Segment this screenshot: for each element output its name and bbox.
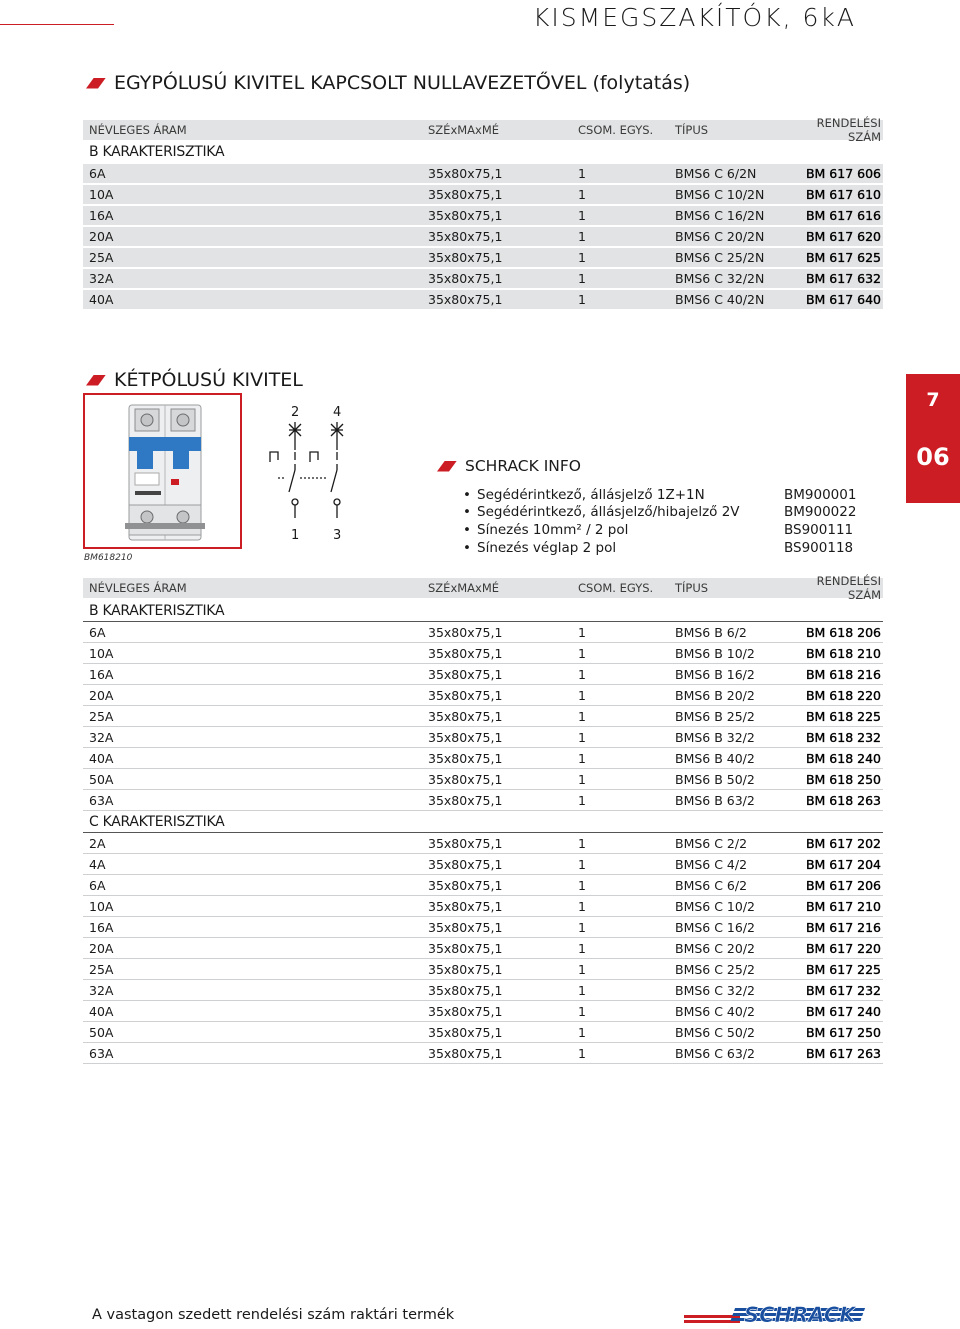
group-heading-text: B KARAKTERISZTIKA	[89, 602, 225, 619]
table-row	[83, 269, 883, 290]
table-row	[83, 896, 883, 917]
table-cell: 1	[578, 835, 586, 851]
info-item-code: BS900111	[784, 521, 854, 538]
table-cell: 25A	[89, 250, 114, 265]
table-row	[83, 664, 883, 685]
table-row	[83, 706, 883, 727]
column-header: NÉVLEGES ÁRAM	[89, 123, 187, 137]
table-cell: BM 617 204	[805, 856, 881, 872]
info-item-label: Sínezés véglap 2 pol	[477, 539, 617, 556]
table-cell: BMS6 C 4/2	[675, 856, 748, 872]
table-cell: BM 618 250	[805, 771, 881, 787]
red-bullet-icon	[86, 78, 106, 89]
table-cell: BM 618 232	[805, 729, 881, 745]
table-cell: 40A	[89, 1003, 114, 1019]
schrack-logo	[684, 1300, 869, 1326]
info-item-label: Segédérintkező, állásjelző 1Z+1N	[477, 486, 705, 503]
info-item-label: Sínezés 10mm² / 2 pol	[477, 521, 629, 538]
table-cell: 1	[578, 229, 586, 244]
table-cell: 1	[578, 187, 586, 202]
column-header: NÉVLEGES ÁRAM	[89, 581, 187, 595]
table-cell: BM 618 225	[805, 708, 881, 724]
table-cell: 40A	[89, 292, 114, 307]
table-row	[83, 185, 883, 206]
table-cell: 10A	[89, 645, 114, 661]
table-cell: BMS6 C 20/2	[675, 940, 755, 956]
table-cell: 1	[578, 1003, 586, 1019]
table-cell: 1	[578, 961, 586, 977]
table-row	[83, 769, 883, 790]
info-item-code: BM900022	[784, 504, 857, 521]
table-cell: BMS6 B 16/2	[675, 666, 755, 682]
bullet-dot-icon: •	[463, 521, 471, 538]
product-photo	[83, 393, 242, 549]
table-cell: 35x80x75,1	[428, 729, 503, 745]
table-cell: 1	[578, 166, 586, 181]
schrack-info-list	[463, 486, 863, 556]
section2-table	[83, 574, 883, 1064]
table-cell: BM 617 606	[805, 166, 881, 181]
wiring-schematic	[262, 400, 372, 550]
table-cell: 35x80x75,1	[428, 208, 503, 223]
section1-heading-text: EGYPÓLUSÚ KIVITEL KAPCSOLT NULLAVEZETŐVEL (folytatás)	[114, 72, 691, 94]
table-cell: 25A	[89, 708, 114, 724]
table-cell: BMS6 C 32/2N	[675, 271, 765, 286]
column-header: RENDELÉSI SZÁM	[816, 116, 881, 144]
column-header: SZÉxMAxMÉ	[428, 581, 500, 595]
table-cell: 1	[578, 856, 586, 872]
table-cell: BMS6 C 10/2N	[675, 187, 765, 202]
column-header: RENDELÉSI SZÁM	[816, 574, 881, 602]
table-cell: BMS6 C 6/2N	[675, 166, 757, 181]
table-cell: BMS6 B 20/2	[675, 687, 755, 703]
table-row	[83, 1022, 883, 1043]
schematic-terminal-4: 4	[333, 405, 342, 420]
table-cell: BM 617 250	[805, 1024, 881, 1040]
table-cell: BM 618 263	[805, 792, 881, 808]
table-row	[83, 875, 883, 896]
table-cell: BM 617 240	[805, 1003, 881, 1019]
table-cell: 6A	[89, 624, 106, 640]
table-cell: 50A	[89, 1024, 114, 1040]
table-cell: 1	[578, 919, 586, 935]
table-cell: 35x80x75,1	[428, 166, 503, 181]
group-heading-text: C KARAKTERISZTIKA	[89, 813, 225, 830]
table-cell: BMS6 B 25/2	[675, 708, 755, 724]
table-cell: BMS6 C 40/2	[675, 1003, 755, 1019]
table-cell: 35x80x75,1	[428, 750, 503, 766]
table-cell: 1	[578, 792, 586, 808]
table-cell: 63A	[89, 792, 114, 808]
table-cell: 1	[578, 624, 586, 640]
table-cell: 35x80x75,1	[428, 1024, 503, 1040]
table-cell: BMS6 C 25/2	[675, 961, 755, 977]
table-cell: 16A	[89, 208, 114, 223]
table-cell: BM 617 202	[805, 835, 881, 851]
table-cell: 35x80x75,1	[428, 271, 503, 286]
info-item	[463, 504, 863, 522]
table-row	[83, 727, 883, 748]
table-cell: 1	[578, 729, 586, 745]
table-cell: BMS6 C 40/2N	[675, 292, 765, 307]
info-item-code: BS900118	[784, 539, 854, 556]
column-header: CSOM. EGYS.	[578, 123, 654, 137]
info-item	[463, 486, 863, 504]
table-cell: 2A	[89, 835, 106, 851]
breaker-illustration	[85, 395, 240, 547]
section1-table	[83, 116, 883, 311]
table-cell: 35x80x75,1	[428, 856, 503, 872]
table-cell: 35x80x75,1	[428, 982, 503, 998]
table-cell: BMS6 B 40/2	[675, 750, 755, 766]
table-cell: 16A	[89, 919, 114, 935]
table-cell: 32A	[89, 982, 114, 998]
section1-heading	[86, 72, 690, 94]
table-cell: 1	[578, 271, 586, 286]
table-cell: BMS6 B 10/2	[675, 645, 755, 661]
schrack-info-heading-text: SCHRACK INFO	[465, 457, 581, 475]
table-cell: 1	[578, 292, 586, 307]
schematic-terminal-1: 1	[291, 528, 300, 543]
red-bullet-icon	[437, 461, 457, 472]
table-cell: 10A	[89, 898, 114, 914]
table-cell: 35x80x75,1	[428, 1045, 503, 1061]
table-cell: 35x80x75,1	[428, 877, 503, 893]
table-cell: 1	[578, 666, 586, 682]
table-cell: BMS6 B 6/2	[675, 624, 747, 640]
table-cell: 35x80x75,1	[428, 624, 503, 640]
table-header	[83, 574, 883, 602]
table-cell: 1	[578, 708, 586, 724]
table-cell: BM 617 225	[805, 961, 881, 977]
table-cell: 1	[578, 982, 586, 998]
table-cell: 1	[578, 771, 586, 787]
table-cell: 1	[578, 1045, 586, 1061]
table-cell: 1	[578, 687, 586, 703]
table-cell: BMS6 C 10/2	[675, 898, 755, 914]
table-row	[83, 643, 883, 664]
column-header: TÍPUS	[675, 581, 709, 595]
table-cell: BMS6 C 63/2	[675, 1045, 755, 1061]
table-cell: 10A	[89, 187, 114, 202]
bullet-dot-icon: •	[463, 504, 471, 521]
column-header: CSOM. EGYS.	[578, 581, 654, 595]
table-cell: 50A	[89, 771, 114, 787]
table-cell: 35x80x75,1	[428, 250, 503, 265]
table-cell: BMS6 B 32/2	[675, 729, 755, 745]
table-cell: 32A	[89, 271, 114, 286]
table-cell: BMS6 C 32/2	[675, 982, 755, 998]
table-row	[83, 206, 883, 227]
table-row	[83, 1001, 883, 1022]
table-cell: 35x80x75,1	[428, 771, 503, 787]
logo-text: SCHRACK	[744, 1303, 856, 1326]
table-cell: 1	[578, 250, 586, 265]
table-cell: BM 617 640	[805, 292, 881, 307]
info-item	[463, 521, 863, 539]
table-cell: 35x80x75,1	[428, 940, 503, 956]
table-row	[83, 685, 883, 706]
schrack-info-heading	[437, 457, 581, 475]
table-cell: 63A	[89, 1045, 114, 1061]
table-cell: 6A	[89, 877, 106, 893]
group-heading-text: B KARAKTERISZTIKA	[89, 144, 225, 160]
table-cell: 6A	[89, 166, 106, 181]
table-cell: BM 618 210	[805, 645, 881, 661]
table-cell: BM 617 610	[805, 187, 881, 202]
table-cell: 1	[578, 877, 586, 893]
table-header	[83, 116, 883, 144]
table-cell: BM 617 263	[805, 1045, 881, 1061]
table-cell: 35x80x75,1	[428, 919, 503, 935]
table-row	[83, 833, 883, 854]
table-cell: 16A	[89, 666, 114, 682]
table-cell: BM 617 625	[805, 250, 881, 265]
chapter-number: 7	[926, 389, 940, 411]
table-cell: 20A	[89, 940, 114, 956]
red-bullet-icon	[86, 375, 106, 386]
bullet-dot-icon: •	[463, 539, 471, 556]
table-cell: BM 618 216	[805, 666, 881, 682]
table-cell: 1	[578, 898, 586, 914]
table-cell: BMS6 C 25/2N	[675, 250, 765, 265]
table-row	[83, 1043, 883, 1064]
table-cell: 20A	[89, 687, 114, 703]
table-cell: BM 617 220	[805, 940, 881, 956]
column-header: SZÉxMAxMÉ	[428, 123, 500, 137]
table-cell: 1	[578, 208, 586, 223]
table-cell: 35x80x75,1	[428, 687, 503, 703]
table-cell: 35x80x75,1	[428, 229, 503, 244]
table-cell: 35x80x75,1	[428, 645, 503, 661]
table-cell: 35x80x75,1	[428, 187, 503, 202]
table-cell: BMS6 C 16/2N	[675, 208, 765, 223]
table-cell: 35x80x75,1	[428, 708, 503, 724]
table-row	[83, 622, 883, 643]
table-cell: BMS6 C 50/2	[675, 1024, 755, 1040]
schematic-terminal-3: 3	[333, 528, 342, 543]
info-item-code: BM900001	[784, 486, 857, 503]
table-cell: BMS6 B 63/2	[675, 792, 755, 808]
chapter-tab	[906, 374, 960, 503]
table-row	[83, 917, 883, 938]
table-cell: 35x80x75,1	[428, 961, 503, 977]
table-cell: 1	[578, 750, 586, 766]
table-cell: 25A	[89, 961, 114, 977]
table-cell: BM 617 232	[805, 982, 881, 998]
table-row	[83, 164, 883, 185]
table-cell: BMS6 C 6/2	[675, 877, 748, 893]
table-cell: 1	[578, 645, 586, 661]
info-item-label: Segédérintkező, állásjelző/hibajelző 2V	[477, 504, 740, 521]
table-cell: 35x80x75,1	[428, 292, 503, 307]
table-cell: 1	[578, 1024, 586, 1040]
table-cell: 35x80x75,1	[428, 666, 503, 682]
table-cell: BM 617 206	[805, 877, 881, 893]
group-heading	[83, 600, 883, 622]
table-cell: 35x80x75,1	[428, 792, 503, 808]
table-cell: 35x80x75,1	[428, 1003, 503, 1019]
table-row	[83, 248, 883, 269]
table-cell: 1	[578, 940, 586, 956]
table-cell: BM 617 210	[805, 898, 881, 914]
group-heading	[83, 142, 883, 164]
group-heading	[83, 811, 883, 833]
info-item	[463, 539, 863, 557]
table-cell: BMS6 C 20/2N	[675, 229, 765, 244]
schematic-terminal-2: 2	[291, 405, 300, 420]
section2-heading-text: KÉTPÓLUSÚ KIVITEL	[114, 369, 303, 391]
page-title: KISMEGSZAKÍTÓK, 6kA	[533, 3, 856, 32]
bullet-dot-icon: •	[463, 486, 471, 503]
table-row	[83, 959, 883, 980]
table-cell: 32A	[89, 729, 114, 745]
table-cell: BMS6 C 16/2	[675, 919, 755, 935]
table-row	[83, 854, 883, 875]
table-cell: BMS6 C 2/2	[675, 835, 748, 851]
table-row	[83, 748, 883, 769]
table-cell: BM 617 632	[805, 271, 881, 286]
photo-caption: BM618210	[84, 553, 133, 563]
table-row	[83, 227, 883, 248]
table-row	[83, 980, 883, 1001]
footer-note: A vastagon szedett rendelési szám raktári termék	[92, 1307, 455, 1323]
section2-heading	[86, 369, 303, 391]
table-cell: BM 617 216	[805, 919, 881, 935]
table-cell: 20A	[89, 229, 114, 244]
table-row	[83, 938, 883, 959]
table-cell: BM 617 616	[805, 208, 881, 223]
table-cell: 35x80x75,1	[428, 898, 503, 914]
table-cell: BMS6 B 50/2	[675, 771, 755, 787]
table-cell: 40A	[89, 750, 114, 766]
table-cell: BM 618 206	[805, 624, 881, 640]
table-row	[83, 290, 883, 311]
table-cell: 35x80x75,1	[428, 835, 503, 851]
table-row	[83, 790, 883, 811]
table-cell: BM 618 220	[805, 687, 881, 703]
table-cell: BM 617 620	[805, 229, 881, 244]
chapter-subnumber: 06	[916, 443, 950, 471]
table-cell: BM 618 240	[805, 750, 881, 766]
table-cell: 4A	[89, 856, 106, 872]
top-accent-rule	[0, 24, 114, 25]
column-header: TÍPUS	[675, 123, 709, 137]
